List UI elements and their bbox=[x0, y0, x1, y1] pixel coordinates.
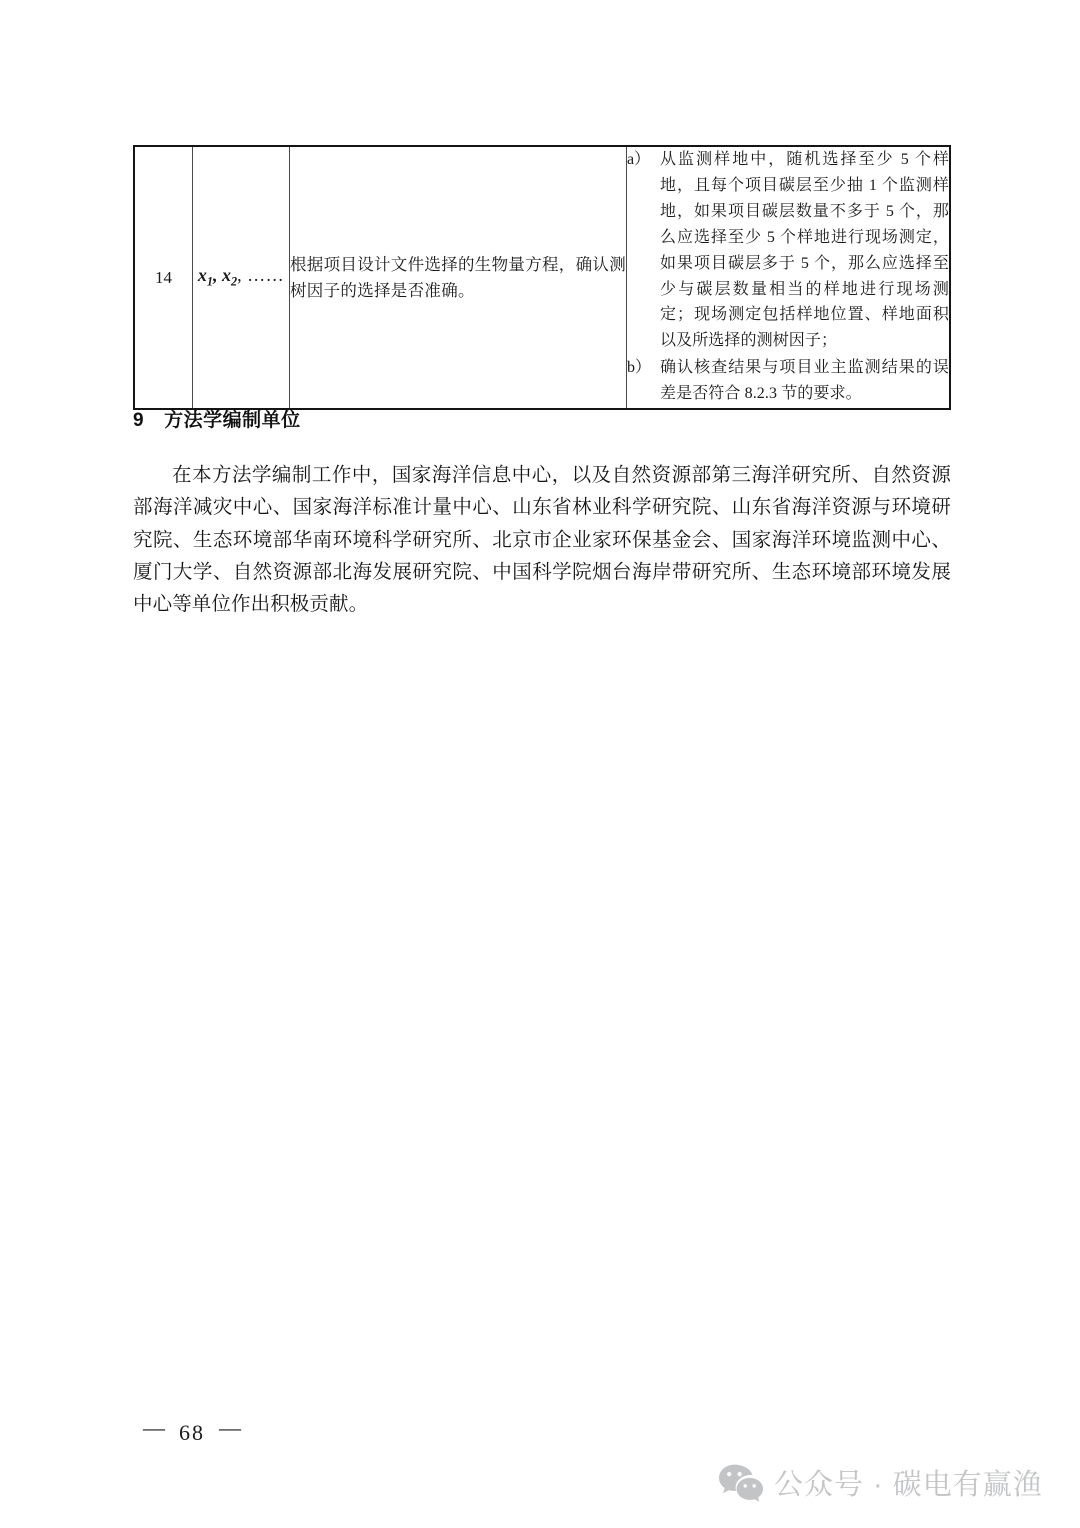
procedure-marker-a: a） bbox=[627, 151, 651, 168]
checklist-table-container bbox=[133, 145, 951, 410]
section-title: 方法学编制单位 bbox=[164, 410, 301, 431]
symbol-x2-sub: 2 bbox=[231, 274, 238, 289]
section-heading bbox=[133, 405, 301, 432]
row-symbol-cell bbox=[193, 146, 290, 409]
section-paragraph: 在本方法学编制工作中，国家海洋信息中心，以及自然资源部第三海洋研究所、自然资源部海洋减灾中心、国家海洋标准计量中心、山东省林业科学研究院、山东省海洋资源与环境研究院、生态环境部华南环境科学研究所、北京市企业家环保基金会、国家海洋环境监测中心、厦门大学、自然资源部北海发展研究院、中国科学院烟台海岸带研究所、生态环境部环境发展中心等单位作出积极贡献。 bbox=[133, 465, 951, 616]
section-number: 9 bbox=[133, 410, 145, 431]
row-procedure-cell bbox=[627, 146, 951, 409]
procedure-list bbox=[627, 147, 949, 407]
procedure-text-a: 从监测样地中，随机选择至少 5 个样地，且每个项目碳层至少抽 1 个监测样地，如果项目碳层数量不多于 5 个，那么应选择至少 5 个样地进行现场测定，如果项目碳层多于 5 个，那么应选择至少与碳层数量相当的样地进行现场测定；现场测定包括样地位置、样地面积以及所选择的测树因子； bbox=[660, 151, 949, 350]
list-item bbox=[627, 355, 949, 407]
table-row bbox=[134, 146, 950, 409]
symbol-ellipsis: , …… bbox=[237, 265, 285, 286]
procedure-text-b: 确认核查结果与项目业主监测结果的误差是否符合 8.2.3 节的要求。 bbox=[660, 359, 949, 403]
row-description-cell: 根据项目设计文件选择的生物量方程，确认测树因子的选择是否准确。 bbox=[290, 146, 627, 409]
checklist-table bbox=[133, 145, 951, 410]
procedure-marker-b: b） bbox=[627, 359, 652, 377]
page-number-dash-right: — bbox=[219, 1415, 241, 1440]
symbol-expression bbox=[197, 265, 285, 289]
symbol-x1-base: x bbox=[197, 265, 207, 286]
symbol-x1-sub: 1 bbox=[206, 274, 213, 289]
symbol-x2-base: x bbox=[222, 265, 231, 286]
wechat-watermark bbox=[718, 1462, 1043, 1503]
wechat-logo-icon bbox=[718, 1463, 764, 1503]
row-index-cell: 14 bbox=[134, 146, 193, 409]
page-number-dash-left: — bbox=[143, 1415, 165, 1440]
page-number-footer bbox=[143, 1415, 241, 1446]
symbol-separator: , bbox=[213, 265, 222, 286]
watermark-text: 公众号 · 碳电有赢渔 bbox=[774, 1469, 1043, 1501]
page-number-value: 68 bbox=[179, 1419, 205, 1445]
list-item bbox=[627, 147, 949, 354]
